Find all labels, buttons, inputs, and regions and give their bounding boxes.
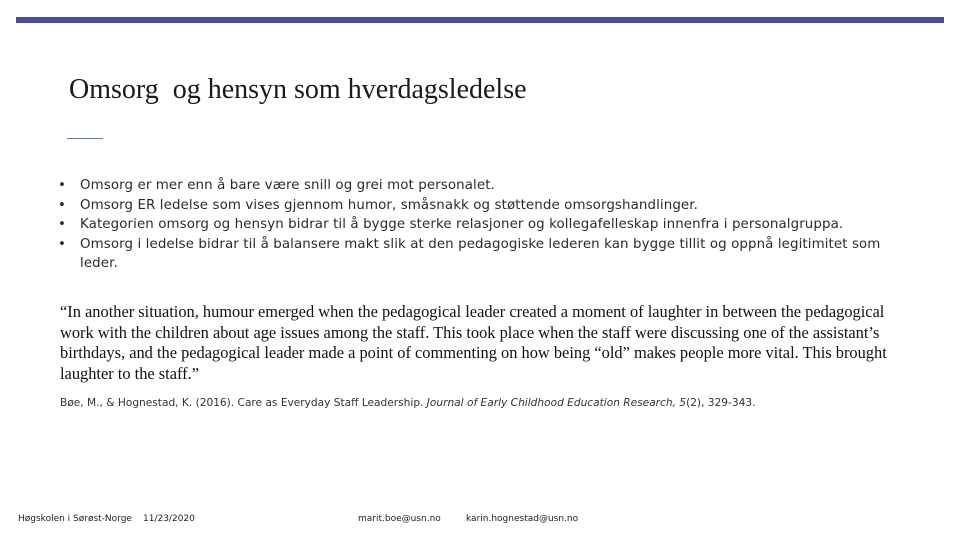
citation-journal: Journal of Early Childhood Education Research, 5 [426,397,687,409]
bullet-list [58,176,918,274]
footer-date: 11/23/2020 [143,514,195,524]
bullet-item [58,196,918,216]
bullet-item [58,215,918,235]
quote-block: “In another situation, humour emerged when the pedagogical leader created a moment of laughter in between the pedagogical work with the children about age issues among the staff. This took place when the staff were discussing one of the assistant’s birthdays, and the pedagogical leader made a point of commenting on how being “old” makes people more vital. This brought laughter to the staff.” [60,302,887,384]
bullet-text: Omsorg er mer enn å bare være snill og grei mot personalet. [80,178,495,193]
citation [60,397,910,409]
bullet-text: Omsorg i ledelse bidrar til å balansere makt slik at den pedagogiske lederen kan bygge tillit og oppnå legitimitet som leder. [80,236,881,271]
bullet-item [58,235,918,274]
title-underline [67,138,103,139]
bullet-dot: • [58,236,66,252]
bullet-text: Omsorg ER ledelse som vises gjennom humor, småsnakk og støttende omsorgshandlinger. [80,197,698,213]
bullet-text: Kategorien omsorg og hensyn bidrar til å bygge sterke relasjoner og kollegafelleskap innenfra i personalgruppa. [80,217,844,232]
footer-email-boe: marit.boe@usn.no [358,514,441,524]
top-accent-bar [16,17,944,23]
footer-email-hognestad: karin.hognestad@usn.no [466,514,579,524]
bullet-item [58,176,918,196]
footer-institution: Høgskolen i Sørøst-Norge [18,514,132,524]
bullet-dot: • [58,217,66,232]
bullet-dot: • [58,197,66,213]
slide-title: Omsorg og hensyn som hverdagsledelse [69,74,527,105]
bullet-dot: • [58,178,66,193]
citation-rest: (2), 329-343. [686,397,756,409]
citation-authors: Bøe, M., & Hognestad, K. (2016). Care as Everyday Staff Leadership. [60,397,427,409]
